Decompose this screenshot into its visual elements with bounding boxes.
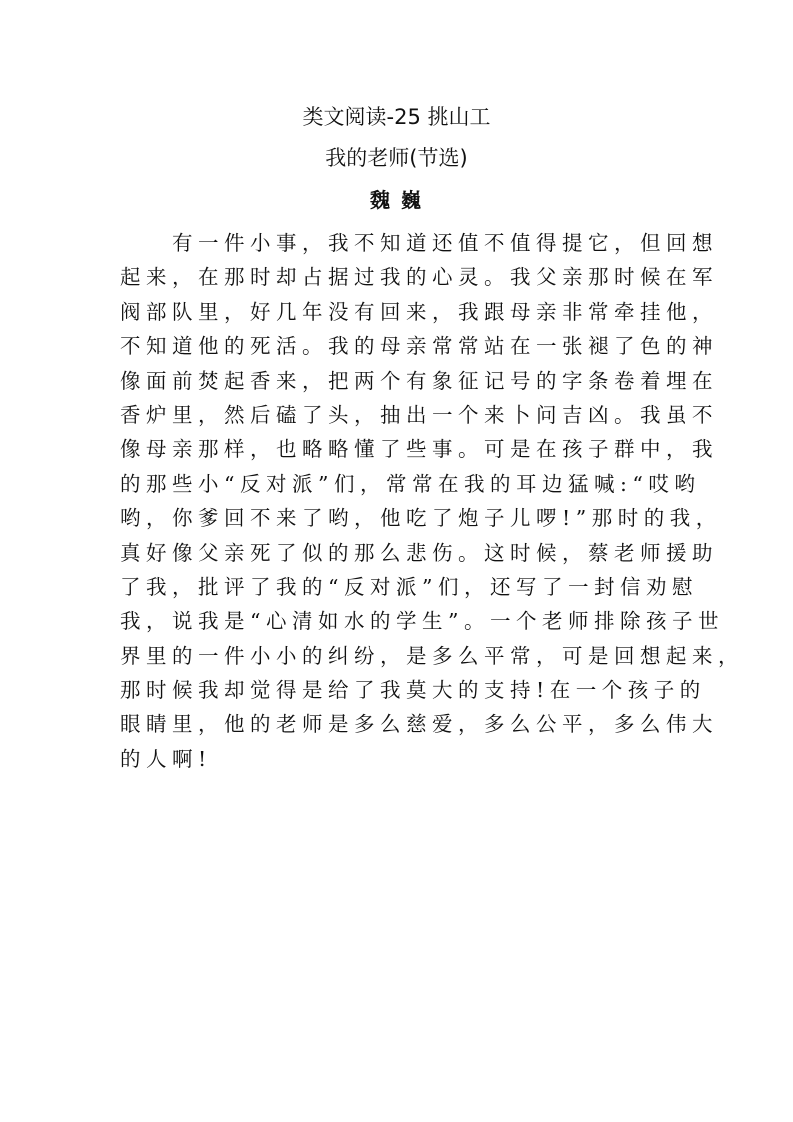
body-line: 阀部队里，好几年没有回来，我跟母亲非常牵挂他， [120,299,718,324]
body-line: 有一件小事，我不知道还值不值得提它，但回想 [120,231,718,255]
document-subtitle: 我的老师(节选) [325,146,468,170]
body-line: 起来，在那时却占据过我的心灵。我父亲那时候在军 [120,265,718,290]
body-line: 界里的一件小小的纠纷，是多么平常，可是回想起来， [120,643,744,668]
body-line: 像面前焚起香来，把两个有象征记号的字条卷着埋在 [120,368,718,393]
document-title: 类文阅读-25 挑山工 [302,105,491,129]
body-line: 的人啊! [120,746,212,771]
document-body [120,226,744,776]
document-author: 魏 巍 [370,188,423,212]
body-line: 香炉里，然后磕了头，抽出一个来卜问吉凶。我虽不 [120,402,718,427]
body-line: 眼睛里，他的老师是多么慈爱，多么公平，多么伟大 [120,712,718,737]
body-line: 像母亲那样，也略略懂了些事。可是在孩子群中，我 [120,437,718,462]
body-line: 真好像父亲死了似的那么悲伤。这时候，蔡老师援助 [120,540,718,565]
body-line: 哟，你爹回不来了哟，他吃了炮子儿啰!”那时的我， [120,506,722,531]
body-line: 那时候我却觉得是给了我莫大的支持!在一个孩子的 [120,678,706,703]
body-line: 了我，批评了我的“反对派”们，还写了一封信劝慰 [120,574,698,599]
body-line: 不知道他的死活。我的母亲常常站在一张褪了色的神 [120,334,718,359]
body-line: 我，说我是“心清如水的学生”。一个老师排除孩子世 [120,609,724,634]
body-line: 的那些小“反对派”们，常常在我的耳边猛喊:“哎哟 [120,471,701,496]
